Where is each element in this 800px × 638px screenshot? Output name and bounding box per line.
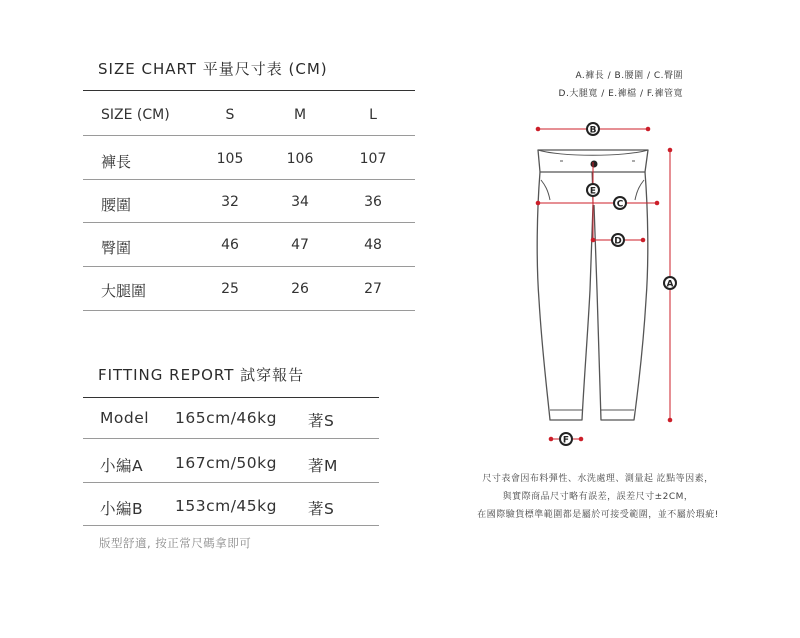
fitting-report-title: FITTING REPORT 試穿報告 [98, 366, 305, 384]
table-cell: 27 [364, 281, 382, 297]
marker-label: B [589, 125, 597, 136]
table-cell: 25 [221, 281, 239, 297]
measurement-legend-line-1: A.褲長 / B.腰圍 / C.臀圍 [575, 71, 683, 81]
measurement-legend-line-2: D.大腿寬 / E.褲檔 / F.褲管寬 [558, 89, 683, 99]
fitter-name: 小編B [100, 500, 144, 518]
fitter-name: 小編A [100, 457, 144, 475]
fitting-note: 版型舒適, 按正常尺碼拿即可 [99, 536, 252, 550]
table-cell: 36 [364, 194, 382, 210]
header-size-label: SIZE (CM) [101, 107, 170, 123]
marker-f [559, 432, 573, 446]
marker-b [586, 122, 600, 136]
fitter-name: Model [100, 409, 150, 427]
fitter-stats: 165cm/46kg [175, 409, 277, 427]
table-cell: 32 [221, 194, 239, 210]
row-label: 腰圍 [101, 196, 132, 214]
marker-label: E [589, 186, 597, 197]
row-label: 褲長 [101, 153, 132, 171]
fitter-stats: 167cm/50kg [175, 454, 277, 472]
disclaimer-line: 尺寸表會因布料彈性、水洗處理、測量起 訖點等因素， [482, 474, 714, 484]
table-cell: 46 [221, 237, 239, 253]
fitter-size: 著S [308, 412, 335, 430]
row-label: 大腿圍 [101, 282, 147, 300]
table-cell: 47 [291, 237, 309, 253]
table-cell: 34 [291, 194, 309, 210]
table-cell: 106 [286, 151, 314, 167]
measure-c-hip [536, 201, 660, 206]
marker-label: D [614, 236, 622, 247]
marker-a [663, 276, 677, 290]
marker-d [611, 233, 625, 247]
size-chart-title: SIZE CHART 平量尺寸表 (CM) [98, 60, 328, 78]
table-cell: 107 [359, 151, 387, 167]
header-size-m: M [293, 107, 307, 123]
marker-e [586, 183, 600, 197]
table-cell: 105 [216, 151, 244, 167]
table-cell: 26 [291, 281, 309, 297]
fitter-size: 著M [308, 457, 338, 475]
header-size-s: S [225, 107, 235, 123]
fitter-size: 著S [308, 500, 335, 518]
marker-label: F [562, 435, 570, 446]
marker-label: A [666, 279, 674, 290]
table-cell: 48 [364, 237, 382, 253]
header-size-l: L [369, 107, 377, 123]
fitter-stats: 153cm/45kg [175, 497, 277, 515]
marker-label: C [616, 199, 624, 210]
disclaimer-line: 與實際商品尺寸略有誤差，誤差尺寸±2CM， [502, 492, 694, 502]
disclaimer-line: 在國際驗貨標準範圍都是屬於可接受範圍，並不屬於瑕疵! [477, 510, 719, 520]
waist-button [591, 161, 598, 168]
row-label: 臀圍 [101, 239, 132, 257]
marker-c [613, 196, 627, 210]
